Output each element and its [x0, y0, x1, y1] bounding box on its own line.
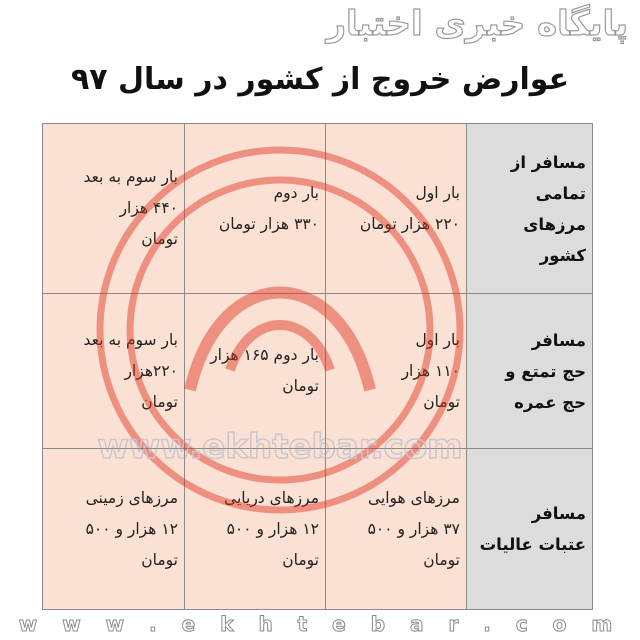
- fees-table: [42, 123, 593, 610]
- banner: [0, 0, 640, 52]
- row-header: مسافر از تمامی مرزهای کشور: [467, 124, 593, 294]
- table-cell: بار اول ۱۱۰ هزار تومان: [326, 294, 467, 449]
- table-row: [43, 294, 593, 449]
- table-cell: بار سوم به بعد ۴۴۰ هزار تومان: [43, 124, 185, 294]
- table-cell: بار دوم ۱۶۵ هزار تومان: [185, 294, 326, 449]
- table-cell: بار سوم به بعد ۲۲۰هزار تومان: [43, 294, 185, 449]
- row-header: مسافر عتبات عالیات: [467, 449, 593, 610]
- table-row: [43, 124, 593, 294]
- watermark-url: www.ekhtebar.com: [97, 427, 463, 467]
- banner-logo-text: پایگاه خبری اختبار: [326, 4, 628, 44]
- table-cell: بار دوم ۳۳۰ هزار تومان: [185, 124, 326, 294]
- table-cell: مرزهای هوایی ۳۷ هزار و ۵۰۰ تومان: [326, 449, 467, 610]
- table-cell: بار اول ۲۲۰ هزار تومان: [326, 124, 467, 294]
- footer-url: w w w . e k h t e b a r . c o m: [18, 612, 622, 636]
- page-title: عوارض خروج از کشور در سال ۹۷: [70, 62, 570, 97]
- table-cell: مرزهای زمینی ۱۲ هزار و ۵۰۰ تومان: [43, 449, 185, 610]
- table-row: [43, 449, 593, 610]
- row-header: مسافر حج تمتع و حج عمره: [467, 294, 593, 449]
- table-cell: مرزهای دریایی ۱۲ هزار و ۵۰۰ تومان: [185, 449, 326, 610]
